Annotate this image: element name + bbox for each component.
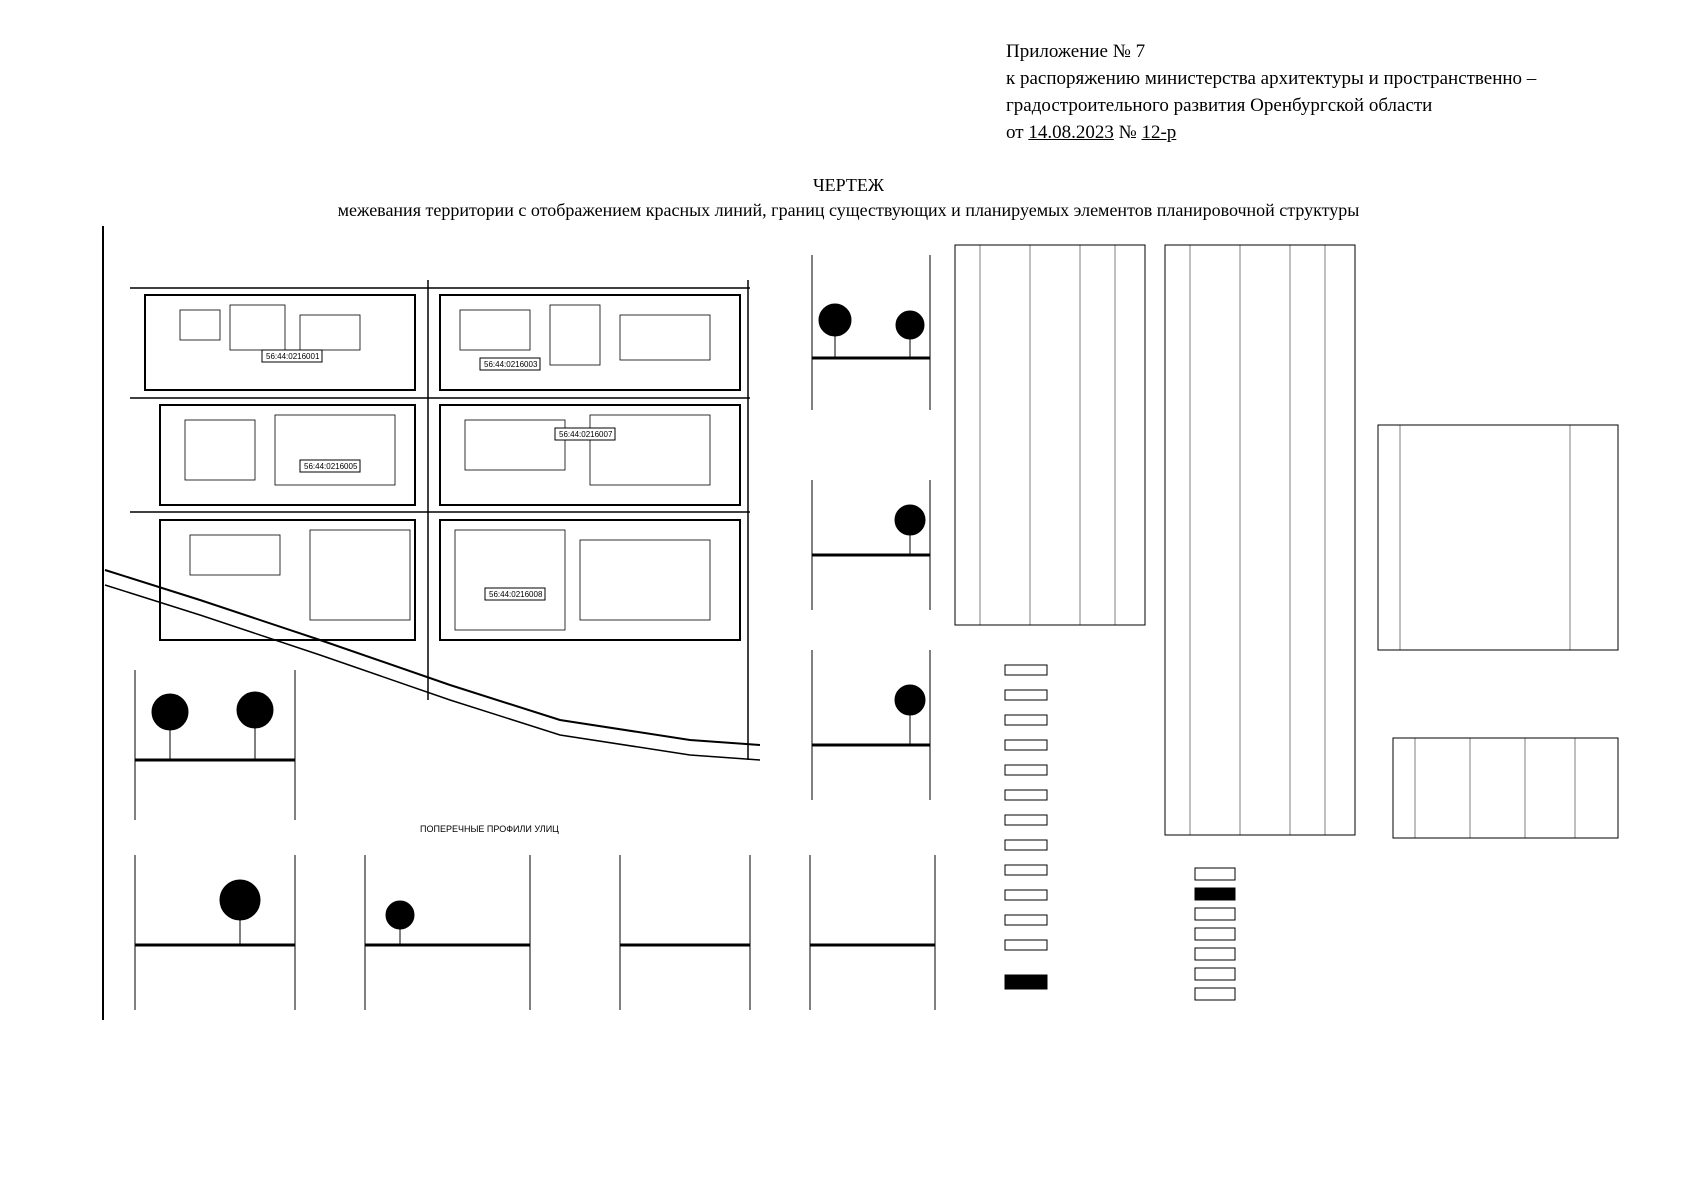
profile-6 bbox=[365, 855, 530, 1010]
profile-1 bbox=[812, 255, 930, 410]
drawing-subtitle: межевания территории с отображением красных линий, границ существующих и планируемых элементов планировочной структуры bbox=[337, 200, 1360, 220]
profile-2 bbox=[812, 480, 930, 610]
number-sign: № bbox=[1118, 122, 1137, 143]
document-number: 12-р bbox=[1141, 122, 1177, 143]
date-prefix: от bbox=[1006, 122, 1024, 143]
profile-8 bbox=[810, 855, 935, 1010]
cadastral-labels bbox=[262, 350, 615, 600]
appendix-line2: к распоряжению министерства архитектуры и пространственно – bbox=[1006, 68, 1537, 89]
cad-label-1: 56:44:0216001 bbox=[266, 352, 320, 361]
cad-label-3: 56:44:0216005 bbox=[304, 462, 358, 471]
profiles-heading: ПОПЕРЕЧНЫЕ ПРОФИЛИ УЛИЦ bbox=[420, 824, 559, 834]
cad-label-2: 56:44:0216003 bbox=[484, 360, 538, 369]
profile-4 bbox=[135, 670, 295, 820]
drawing-title: ЧЕРТЕЖ bbox=[812, 175, 885, 195]
profile-7 bbox=[620, 855, 750, 1010]
profile-3 bbox=[812, 650, 930, 800]
document-date: 14.08.2023 bbox=[1028, 122, 1114, 143]
coordinate-tables bbox=[955, 245, 1618, 838]
profile-5 bbox=[135, 855, 295, 1010]
legend bbox=[1005, 665, 1235, 1000]
cad-label-5: 56:44:0216008 bbox=[489, 590, 543, 599]
cad-label-4: 56:44:0216007 bbox=[559, 430, 613, 439]
appendix-line3: градостроительного развития Оренбургской области bbox=[1006, 95, 1433, 116]
site-plan bbox=[103, 226, 760, 1020]
appendix-number: Приложение № 7 bbox=[1006, 41, 1146, 62]
